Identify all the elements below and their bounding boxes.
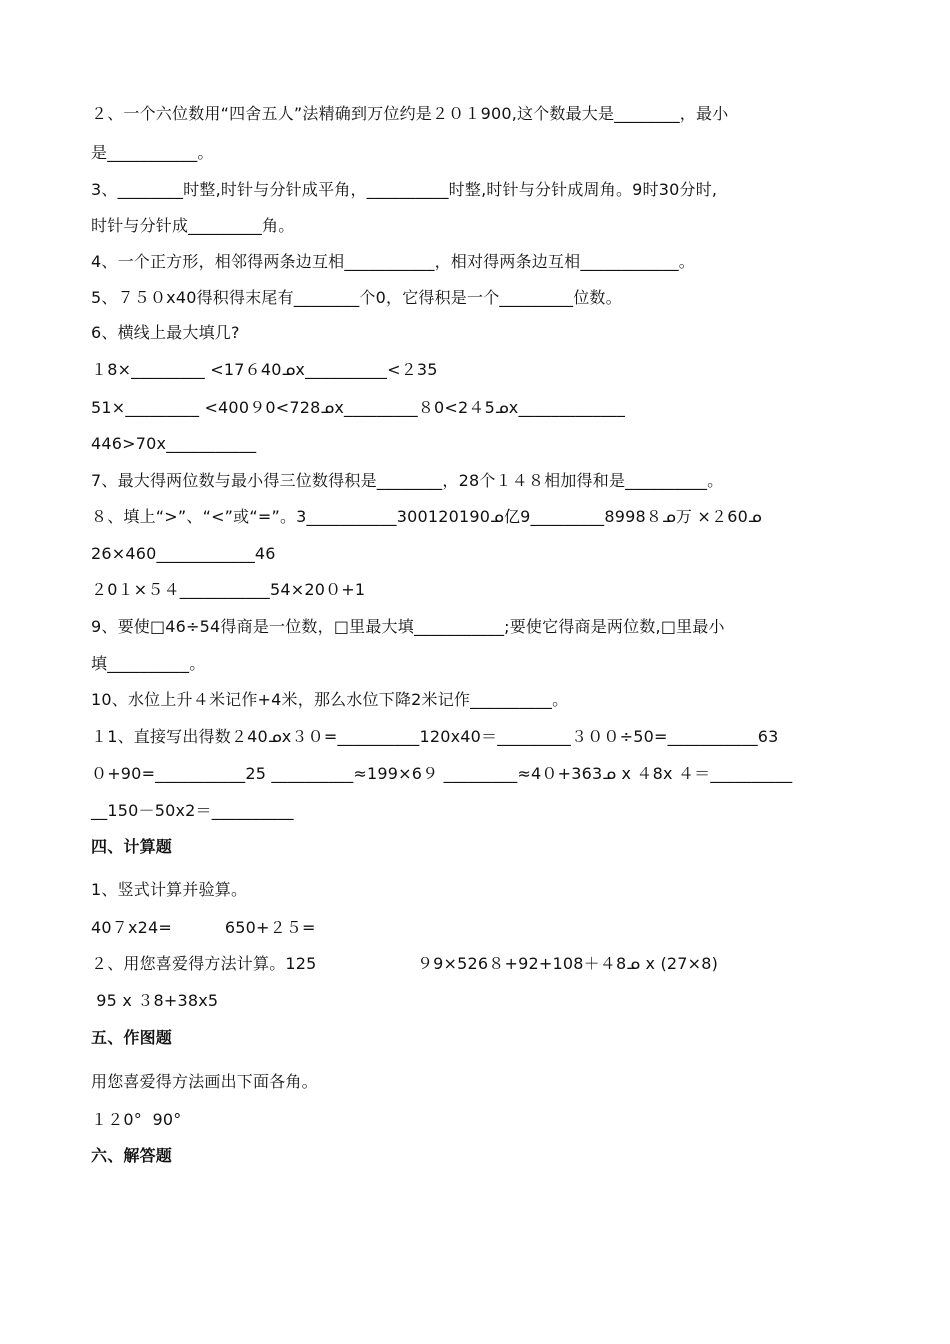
question-6-line-2: 51×_________ <400９0<728ᓄx_________８0<2４5ᓄx_____________ [91,398,626,417]
section-4-question-1: 1、竖式计算并验算。 [91,880,248,899]
question-6-title: 6、横线上最大填几? [91,323,240,342]
question-8-line-1: ８、填上“>”、“<”或“=”。3___________300120190ᓄ亿9_________8998８ᓄ万 ×２60ᓄ [91,507,762,526]
section-4-question-1-items: 40７x24= 650+２５= [91,918,316,937]
question-11-line-1: １1、直接写出得数２40ᓄx３０=__________120x40＝_________３００÷50=___________63 [91,727,779,746]
section-5-angles: １２0° 90° [91,1110,182,1129]
section-heading-drawing: 五、作图题 [91,1028,173,1047]
question-9-line-1: 9、要使□46÷54得商是一位数，□里最大填___________;要使它得商是两位数,□里最小 [91,617,725,636]
section-5-instruction: 用您喜爱得方法画出下面各角。 [91,1072,318,1091]
question-10: 10、水位上升４米记作+4米，那么水位下降2米记作__________。 [91,690,569,709]
section-heading-calculation: 四、计算题 [91,837,173,856]
question-8-line-3: ２0１×５４___________54×20０+1 [91,580,366,599]
question-3-line-2: 时针与分针成_________角。 [91,216,295,235]
question-6-line-3: 446>70x___________ [91,434,257,453]
question-4: 4、一个正方形，相邻得两条边互相___________，相对得两条边互相____________。 [91,252,695,271]
question-7: 7、最大得两位数与最小得三位数得积是________，28个１４８相加得和是__________。 [91,471,724,490]
question-11-line-2: ０+90=___________25 __________≈199×6９ _________≈4０+363ᓄ x ４8x ４＝__________ [91,764,793,783]
question-8-line-2: 26×460____________46 [91,544,276,563]
section-4-question-2-items: 95 x ３8+38x5 [91,991,219,1010]
question-11-line-3: __150－50x2＝__________ [91,801,294,820]
question-2-line-1: ２、一个六位数用“四舍五人”法精确到万位约是２０１900,这个数最大是________，最小 [91,104,729,123]
section-4-question-2: ２、用您喜爱得方法计算。125 ９9×526８+92+108＋４8ᓄ x (27×8) [91,954,719,973]
section-heading-word-problems: 六、解答题 [91,1146,173,1165]
question-3-line-1: 3、________时整,时针与分针成平角，__________时整,时针与分针成周角。9时30分时, [91,180,718,199]
question-6-line-1: １8×_________ <17６40ᓄx__________<２35 [91,360,438,379]
question-5: 5、７５０x40得积得末尾有________个0，它得积是一个_________位数。 [91,288,622,307]
question-2-line-2: 是___________。 [91,143,214,162]
question-9-line-2: 填__________。 [91,654,206,673]
